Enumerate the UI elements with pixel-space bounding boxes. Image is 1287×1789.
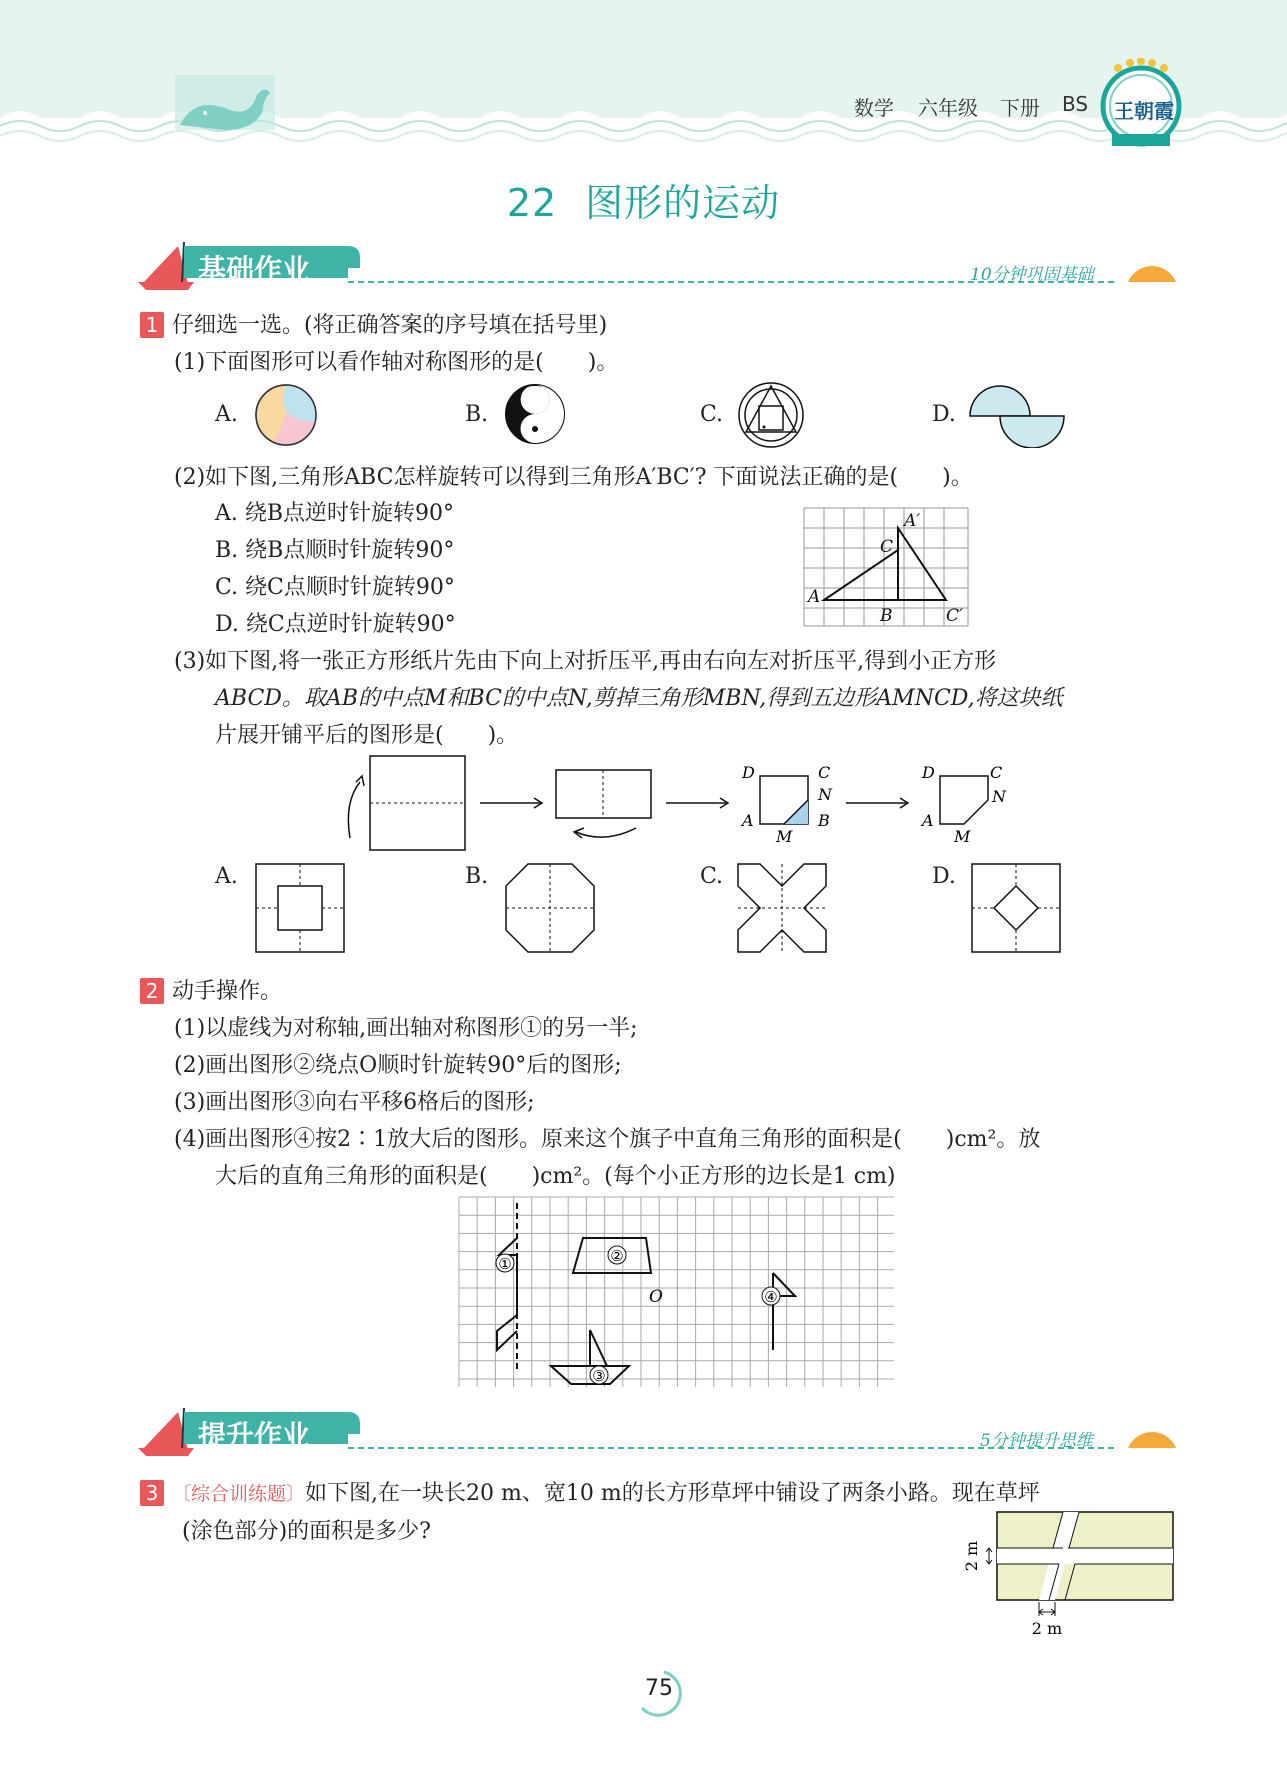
grid-label-1: ①	[498, 1255, 512, 1273]
q1-p3-line2: ABCD。取AB的中点M和BC的中点N,剪掉三角形MBN,得到五边形AMNCD,将这块纸	[215, 686, 1063, 711]
q1-title: 仔细选一选。	[172, 313, 305, 338]
q3-line2: (涂色部分)的面积是多少?	[182, 1519, 431, 1544]
q3-tag: 〔综合训练题〕	[172, 1483, 306, 1505]
q1-p2-option-a: A. 绕B点逆时针旋转90°	[215, 501, 455, 526]
grid-label-3: ③	[592, 1367, 606, 1385]
label-a: A	[808, 587, 821, 607]
q1-instruction: (将正确答案的序号填在括号里)	[304, 313, 608, 338]
q2-number: 2	[140, 978, 164, 1004]
q2-item-2: (2)画出图形②绕点O顺时针旋转90°后的图形;	[174, 1053, 622, 1078]
q1-p1-option-c: C.	[700, 402, 724, 427]
unfold-option-d	[970, 862, 1062, 954]
page-number: 75	[645, 1676, 673, 1701]
header-subject: 数学	[854, 96, 894, 120]
q2-title: 动手操作。	[172, 979, 283, 1004]
label-b: B	[880, 606, 893, 626]
section1-hint: 10分钟巩固基础	[970, 265, 1094, 285]
brand-name: 王朝霞	[1114, 99, 1174, 123]
pent-label-d: D	[922, 763, 935, 782]
header-volume: 下册	[1000, 96, 1040, 120]
pent-label-a: A	[922, 811, 934, 830]
q2-item-3: (3)画出图形③向右平移6格后的图形;	[174, 1090, 535, 1115]
section2-hint: 5分钟提升思维	[980, 1431, 1093, 1451]
q3-heading	[140, 1476, 1040, 1507]
q1-p3-line1: (3)如下图,将一张正方形纸片先由下向上对折压平,再由右向左对折压平,得到小正方形	[174, 649, 997, 674]
q1-p2-text: (2)如下图,三角形ABC怎样旋转可以得到三角形A′BC′? 下面说法正确的是( )。	[174, 465, 973, 490]
folding-sequence-figure	[340, 752, 1020, 852]
operation-grid	[457, 1195, 894, 1390]
lawn-figure	[955, 1508, 1180, 1648]
q1-p3-option-b: B.	[465, 864, 489, 889]
unfold-option-b	[504, 862, 596, 954]
q2-item-1: (1)以虚线为对称轴,画出轴对称图形①的另一半;	[174, 1016, 638, 1041]
pent-label-m: M	[954, 827, 971, 846]
lesson-number: 22	[506, 181, 558, 225]
q1-p2-option-d: D. 绕C点逆时针旋转90°	[215, 612, 456, 637]
circle-triangle-square-figure	[736, 380, 806, 450]
unfold-option-c	[736, 862, 828, 954]
three-color-circle-figure	[253, 382, 319, 448]
page-title	[0, 172, 1287, 227]
dim-horizontal: 2 m	[1031, 1619, 1063, 1638]
rotation-grid-figure	[800, 504, 972, 628]
q1-p3-line3: 片展开铺平后的图形是( )。	[215, 723, 519, 748]
fold-label-d: D	[742, 763, 755, 782]
label-a-prime: A′	[904, 511, 921, 531]
q3-line1: 如下图,在一块长20 m、宽10 m的长方形草坪中铺设了两条小路。现在草坪	[305, 1481, 1040, 1506]
q1-p1-option-a: A.	[215, 402, 238, 427]
q1-p1-option-d: D.	[932, 402, 956, 427]
whale-icon	[175, 75, 275, 135]
q1-p2-option-b: B. 绕B点顺时针旋转90°	[215, 538, 455, 563]
q1-number: 1	[140, 312, 164, 338]
fold-label-m: M	[776, 827, 793, 846]
q1-p2-option-c: C. 绕C点顺时针旋转90°	[215, 575, 455, 600]
fold-label-n: N	[818, 785, 832, 804]
fold-label-c: C	[818, 763, 831, 782]
grid-label-2: ②	[610, 1247, 624, 1265]
label-c-prime: C′	[946, 606, 963, 626]
fold-label-a: A	[742, 811, 754, 830]
unfold-option-a	[254, 862, 346, 954]
q1-p1-text: (1)下面图形可以看作轴对称图形的是( )。	[174, 350, 619, 375]
q2-item-5: 大后的直角三角形的面积是( )cm²。(每个小正方形的边长是1 cm)	[215, 1164, 896, 1189]
half-circles-figure	[968, 384, 1066, 448]
header-grade: 六年级	[918, 96, 978, 120]
q1-p3-option-a: A.	[215, 864, 238, 889]
q3-number: 3	[140, 1480, 164, 1506]
label-c: C	[880, 537, 894, 557]
section1-label: 基础作业	[198, 253, 311, 286]
q1-p1-option-b: B.	[465, 402, 489, 427]
header-edition: BS	[1062, 92, 1089, 116]
q1-p3-option-d: D.	[932, 864, 956, 889]
dim-vertical: 2 m	[962, 1540, 981, 1572]
fold-label-b: B	[818, 811, 830, 830]
pent-label-c: C	[990, 763, 1003, 782]
grid-label-o: O	[649, 1287, 663, 1307]
q1-p3-option-c: C.	[700, 864, 724, 889]
grid-label-4: ④	[764, 1288, 778, 1306]
q2-item-4: (4)画出图形④按2∶1放大后的图形。原来这个旗子中直角三角形的面积是( )cm²。放	[174, 1127, 1041, 1152]
q1-heading	[140, 308, 607, 339]
q2-heading	[140, 974, 282, 1005]
lesson-title: 图形的运动	[585, 181, 781, 225]
yin-yang-figure	[503, 382, 567, 446]
section2-label: 提升作业	[198, 1419, 311, 1452]
pent-label-n: N	[992, 787, 1006, 806]
